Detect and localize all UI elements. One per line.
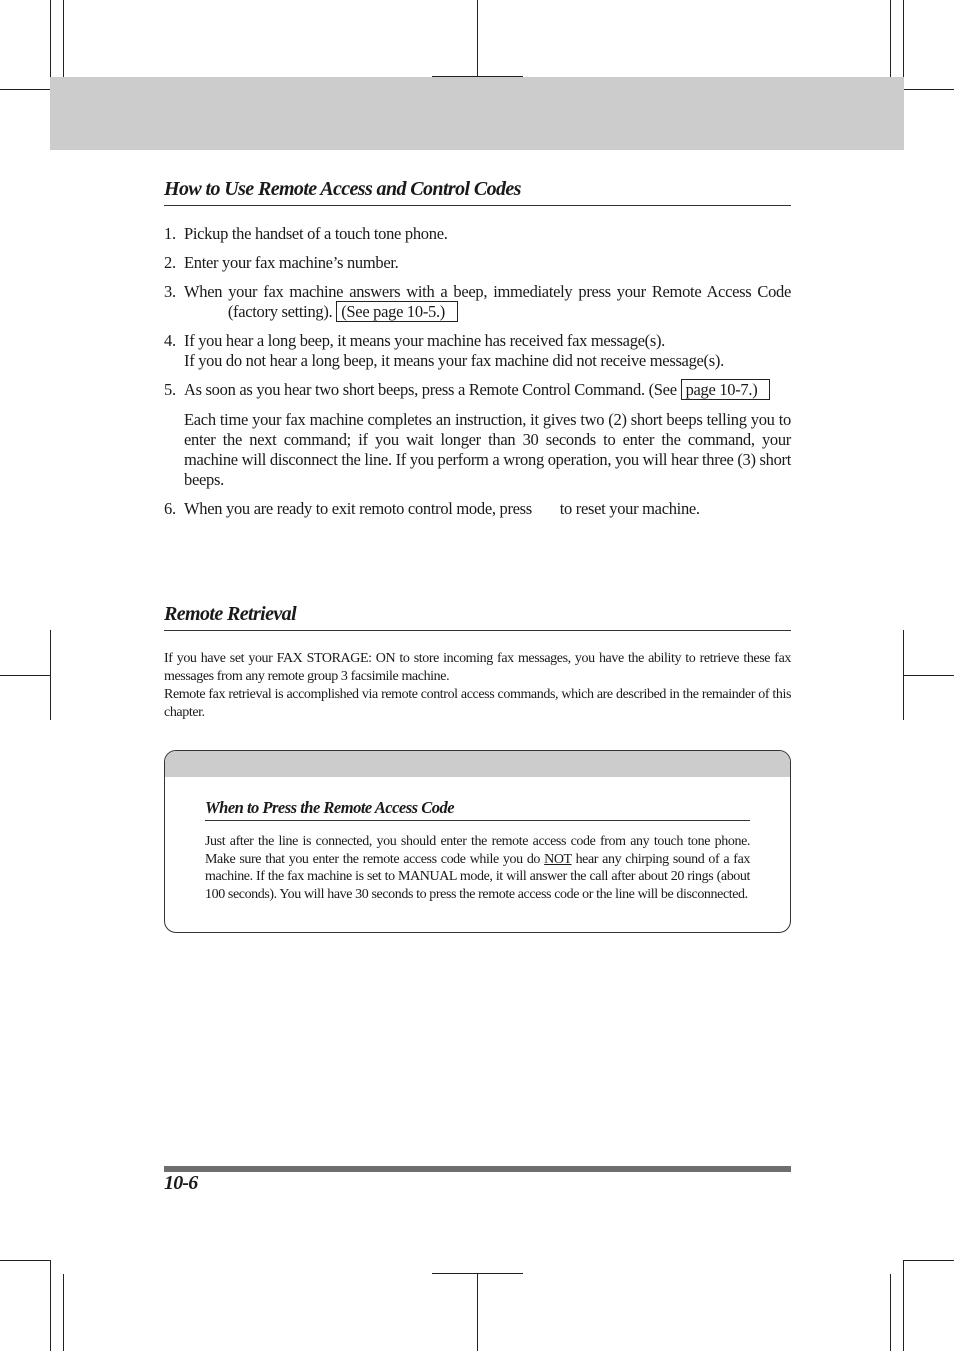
steps-list <box>164 224 791 528</box>
step-text <box>184 499 791 519</box>
crop-mark <box>904 1260 954 1261</box>
crop-mark <box>903 1260 904 1351</box>
note-title: When to Press the Remote Access Code <box>205 798 750 821</box>
note-band <box>165 751 790 777</box>
list-item <box>164 331 791 371</box>
paragraph: Remote fax retrieval is accomplished via remote control access commands, which are described in the remainder of this chapter. <box>164 687 791 720</box>
note-text <box>205 833 750 903</box>
step-number: 2. <box>164 253 176 272</box>
crop-mark <box>904 675 954 676</box>
crop-mark <box>0 1260 50 1261</box>
crop-mark <box>0 675 50 676</box>
step-number: 1. <box>164 224 176 243</box>
step-number: 4. <box>164 331 176 350</box>
crop-mark <box>890 1274 891 1351</box>
page-reference: (See page 10-5.) <box>336 301 458 322</box>
crop-mark <box>477 1274 478 1351</box>
list-item <box>164 253 791 273</box>
section-title-remote-retrieval: Remote Retrieval <box>164 602 791 631</box>
step-text: Enter your fax machine’s number. <box>184 253 399 272</box>
list-item <box>164 380 791 490</box>
step-text <box>184 331 791 371</box>
crop-mark <box>50 630 51 720</box>
footer-rule <box>164 1166 791 1172</box>
step-text-part: Each time your fax machine completes an instruction, it gives two (2) short beeps telling you to enter the next command; if you wait longer than 30 seconds to enter the command, your machine will disconnect the line. If you perform a wrong operation, you will hear three (3) short beeps. <box>184 410 791 489</box>
step-text-part: to reset your machine. <box>559 499 700 518</box>
intro-text <box>164 650 791 722</box>
note-box <box>164 750 791 933</box>
list-item <box>164 499 791 519</box>
section-title-remote-access: How to Use Remote Access and Control Codes <box>164 177 791 206</box>
list-item <box>164 282 791 322</box>
step-number: 6. <box>164 499 176 518</box>
header-band <box>50 77 904 150</box>
page-reference: page 10-7.) <box>681 379 771 400</box>
step-number: 3. <box>164 282 176 301</box>
page-number: 10-6 <box>164 1172 198 1194</box>
step-text-part: (factory setting). <box>227 302 333 321</box>
crop-mark <box>477 0 478 77</box>
note-emphasis: NOT <box>544 851 572 867</box>
step-number: 5. <box>164 380 176 399</box>
crop-mark <box>890 0 891 77</box>
list-item <box>164 224 791 244</box>
crop-mark <box>50 1260 51 1351</box>
step-text: Pickup the handset of a touch tone phone. <box>184 224 448 243</box>
step-text <box>184 380 791 490</box>
step-text-part: If you hear a long beep, it means your machine has received fax message(s). <box>184 331 666 350</box>
step-text-part: When you are ready to exit remoto control mode, press <box>184 499 532 518</box>
crop-mark <box>63 1274 64 1351</box>
note-text-part: hear any chirping sound of a fax machine. If the fax machine is set to MANUAL mode, it will answer the call after about 20 rings (about 100 seconds). You will have 30 seconds to press the remote access code or the line will be disconnected. <box>205 851 750 902</box>
paragraph: If you have set your FAX STORAGE: ON to store incoming fax messages, you have the ability to retrieve these fax messages from any remote group 3 facsimile machine. <box>164 651 791 684</box>
step-text-part: As soon as you hear two short beeps, press a Remote Control Command. (See <box>184 380 677 399</box>
crop-mark <box>432 1273 523 1274</box>
crop-mark <box>63 0 64 77</box>
crop-mark <box>904 89 954 90</box>
note-text-part: Just after the line is connected, you should enter the remote access code from any touch tone phone. Make sure that you enter the remote access code while you do <box>205 834 750 867</box>
step-text-part: If you do not hear a long beep, it means your fax machine did not receive message(s). <box>184 351 724 370</box>
step-text <box>184 282 791 322</box>
step-text-part: When your fax machine answers with a beep, immediately press your Remote Access Code <box>184 282 791 301</box>
crop-mark <box>0 89 50 90</box>
